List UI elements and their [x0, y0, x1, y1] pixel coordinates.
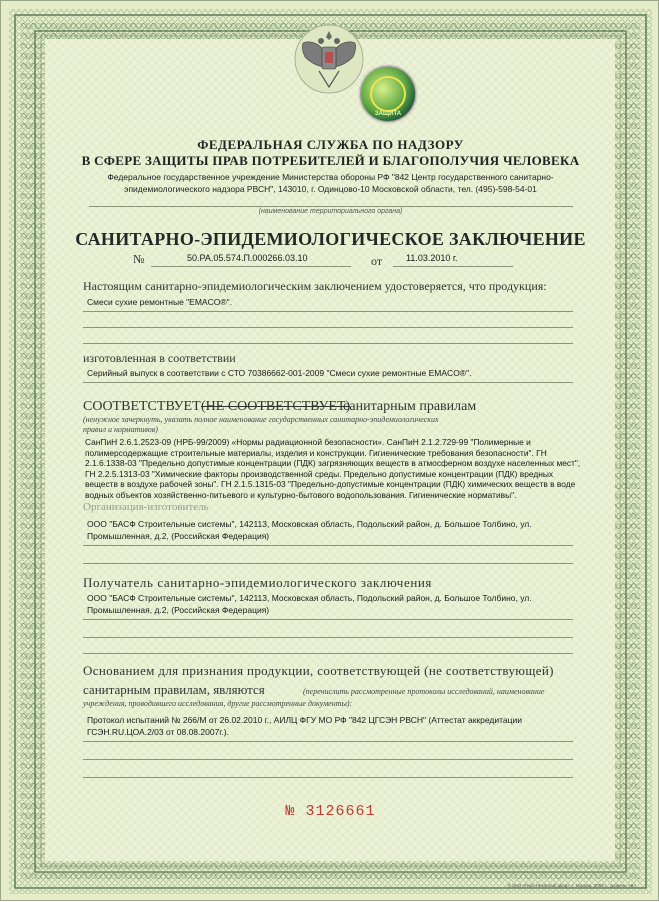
product-rule-2: [83, 327, 573, 328]
service-title-line1: ФЕДЕРАЛЬНАЯ СЛУЖБА ПО НАДЗОРУ: [197, 137, 464, 152]
authority-line1: Федеральное государственное учреждение Министерства обороны РФ "842 Центр государственного санитарно-: [107, 172, 554, 182]
authority-rule: [89, 206, 573, 207]
basis-value-line2: ГСЭН.RU.ЦОА.2/03 от 08.08.2007г.).: [87, 727, 229, 737]
certificate-number: 50.РА.05.574.П.000266.03.10: [187, 253, 308, 263]
recipient-rule-2: [83, 637, 573, 638]
recipient-line1: ООО "БАСФ Строительные системы", 142113, Московская область, Подольский район, д. Большое Толбино, ул.: [87, 593, 532, 603]
sanitary-rules-text: СанПиН 2.6.1.2523-09 (НРБ-99/2009) «Нормы радиационной безопасности». СанПиН 2.1.2.729-99 "Полимерные и полимерсодержащие строительные материалы, изделия и конструкции. Гигиенические требования безопасности". ГН 2.1.6.1338-03 "Предельно допустимые концентрации (ПДК) загрязняющих веществ в атмосферном воздухе населенных мест", ГН 2.2.5.1313-03 "Химические факторы производственной среды. Предельно допустимые концентрации (ПДК) вредных веществ в воздухе рабочей зоны". ГН 2.1.5.1315-03 "Предельно-допустимые концентрации (ПДК) химических веществ в воде водных объектов хозяйственно-питьевого и культурно-бытового водопользования. Гигиенические нормативы".: [85, 437, 581, 500]
date-rule: [393, 266, 513, 267]
date-prefix: от: [371, 254, 383, 268]
manufactured-label: изготовленная в соответствии: [83, 351, 236, 365]
manufacturer-label: Организация-изготовитель: [83, 501, 209, 513]
not-complies-label-struck: (НЕ СООТВЕТСТВУЕТ): [201, 399, 351, 414]
hologram-seal: [361, 67, 415, 121]
basis-line3-note: учреждения, проводившего исследования, другие рассмотренные документы):: [83, 699, 353, 708]
product-rule-3: [83, 343, 573, 344]
hologram-label: ЗАЩИТА: [374, 111, 402, 117]
authority-caption: (наименование территориального органа): [258, 208, 403, 215]
recipient-rule-3: [83, 653, 573, 654]
recipient-label: Получатель санитарно-эпидемиологического заключения: [83, 575, 433, 590]
product-value: Смеси сухие ремонтные "EMACO®".: [87, 297, 232, 307]
service-title-line2: В СФЕРЕ ЗАЩИТЫ ПРАВ ПОТРЕБИТЕЛЕЙ И БЛАГОПОЛУЧИЯ ЧЕЛОВЕКА: [81, 153, 580, 168]
manufactured-rule: [83, 382, 573, 383]
basis-value-line1: Протокол испытаний № 266/М от 26.02.2010 г., АИЛЦ ФГУ МО РФ "842 ЦГСЭН РВСН" (Аттестат аккредитации: [87, 715, 522, 725]
basis-line2-note: (перечислить рассмотренные протоколы исследований, наименование: [303, 687, 545, 696]
serial-number: № 3126661: [285, 803, 376, 820]
basis-rule-2: [83, 759, 573, 760]
hologram-ring-icon: [370, 76, 406, 112]
number-rule: [151, 266, 351, 267]
manufactured-value: Серийный выпуск в соответствии с СТО 70386662-001-2009 "Смеси сухие ремонтные EMACO®".: [87, 368, 472, 378]
number-prefix: №: [133, 252, 145, 266]
complies-label: СООТВЕТСТВУЕТ: [83, 399, 201, 414]
manufacturer-line2: Промышленная, д.2, (Российская Федерация): [87, 531, 270, 541]
basis-rule-3: [83, 777, 573, 778]
manufacturer-line1: ООО "БАСФ Строительные системы", 142113, Московская область, Подольский район, д. Большое Толбино, ул.: [87, 519, 532, 529]
product-intro: Настоящим санитарно-эпидемиологическим заключением удостоверяется, что продукция:: [83, 279, 547, 293]
double-headed-eagle-emblem: [293, 19, 365, 95]
conformity-caption-line1: (ненужное зачеркнуть, указать полное наименование государственных санитарно-эпидемиологических: [83, 415, 439, 424]
manufacturer-rule-1: [83, 545, 573, 546]
certificate-date: 11.03.2010 г.: [406, 253, 458, 263]
recipient-line2: Промышленная, д.2, (Российская Федерация): [87, 605, 270, 615]
authority-line2: эпидемиологического надзора РВСН", 143010, г. Одинцово-10 Московской области, тел. (495)-598-54-01: [124, 184, 537, 194]
recipient-rule-1: [83, 619, 573, 620]
manufacturer-rule-2: [83, 563, 573, 564]
basis-line2-main: санитарным правилам, являются: [83, 682, 265, 697]
sanitary-rules-label: санитарным правилам: [343, 399, 477, 414]
conformity-caption-line2: правил и нормативов): [83, 425, 158, 434]
basis-rule-1: [83, 741, 573, 742]
certificate-title: САНИТАРНО-ЭПИДЕМИОЛОГИЧЕСКОЕ ЗАКЛЮЧЕНИЕ: [75, 229, 586, 249]
product-rule-1: [83, 311, 573, 312]
printer-imprint: © ЗАО «Герб-печатный двор», г. Москва, 2009 г., уровень «В»: [507, 883, 636, 888]
basis-line1: Основанием для признания продукции, соответствующей (не соответствующей): [83, 663, 554, 678]
